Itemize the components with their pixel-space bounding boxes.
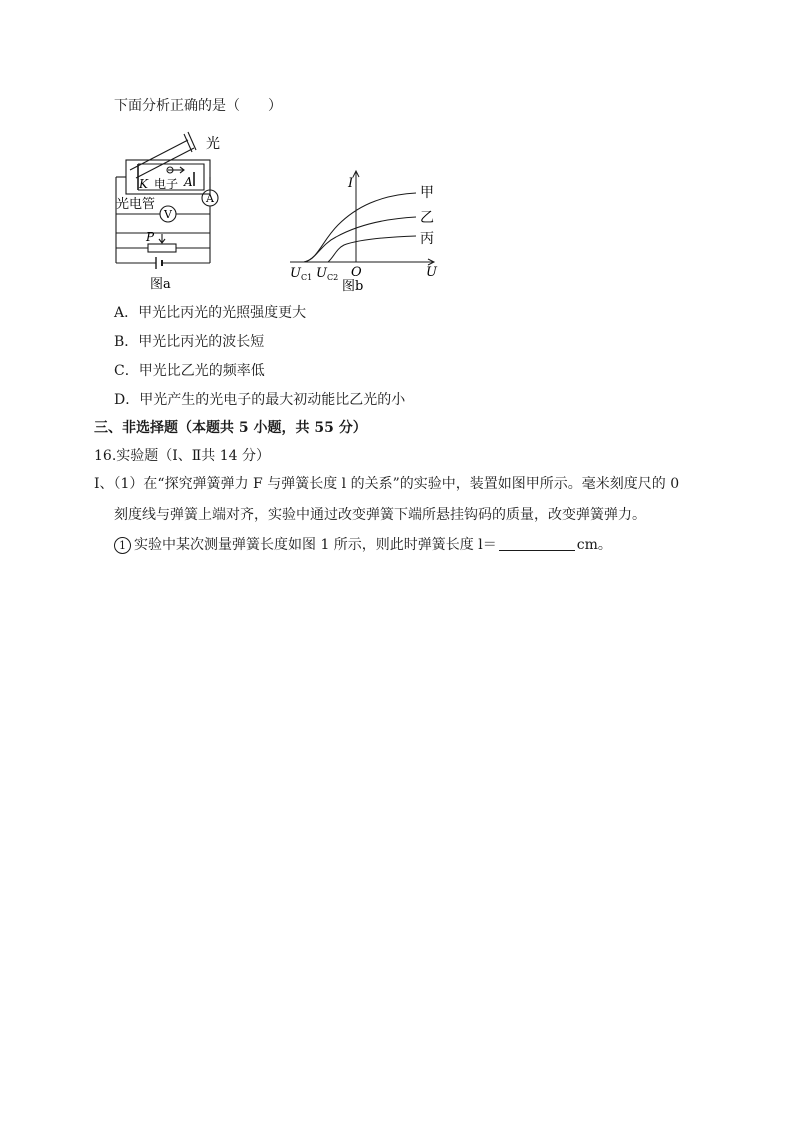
option-d-letter: D． (114, 392, 140, 408)
question-stem: 下面分析正确的是（ ） (114, 98, 282, 114)
option-c (114, 361, 265, 381)
figure-a-circuit (108, 128, 238, 293)
section-heading: 三、非选择题（本题共 5 小题，共 55 分） (94, 420, 367, 436)
curve-label-bing: 丙 (420, 231, 434, 247)
option-d-text: 甲光产生的光电子的最大初动能比乙光的小 (139, 392, 406, 408)
option-a (114, 303, 306, 323)
answer-blank[interactable] (499, 536, 575, 551)
curve-label-jia: 甲 (420, 185, 434, 201)
tube-label: 光电管 (116, 197, 156, 212)
option-a-text: 甲光比丙光的光照强度更大 (138, 305, 307, 321)
light-label: 光 (206, 136, 220, 152)
uc2-label: $U_{C2}$ (316, 266, 339, 282)
option-c-letter: C． (114, 363, 139, 379)
rheostat-label: P (146, 230, 155, 244)
q16-paragraph-line1: Ⅰ、（1）在“探究弹簧弹力 F 与弹簧长度 l 的关系”的实验中，装置如图甲所示。毫米刻度尺的 0 (94, 476, 680, 492)
anode-label: A (184, 175, 193, 189)
figure-b-caption: 图b (342, 279, 364, 294)
rheostat-resistor (148, 244, 176, 252)
option-d (114, 390, 405, 410)
q16-sub1-text: 实验中某次测量弹簧长度如图 1 所示，则此时弹簧长度 l＝ (134, 537, 497, 553)
cathode-label: K (139, 177, 148, 191)
circled-number-1: 1 (114, 537, 131, 554)
uc1-label: $U_{C1}$ (290, 266, 313, 282)
option-b-text: 甲光比丙光的波长短 (138, 334, 265, 350)
origin-label: O (351, 265, 362, 280)
curve-label-yi: 乙 (420, 210, 434, 226)
option-b-letter: B． (114, 334, 139, 350)
option-c-text: 甲光比乙光的频率低 (138, 363, 265, 379)
q16-paragraph-line2: 刻度线与弹簧上端对齐，实验中通过改变弹簧下端所悬挂钩码的质量，改变弹簧弹力。 (114, 507, 646, 523)
curve-jia (304, 193, 416, 262)
curve-bing (328, 236, 416, 262)
voltmeter-label: V (164, 208, 172, 221)
axis-y-label: I (348, 176, 354, 191)
curve-yi (304, 217, 416, 262)
q16-sub1-unit: cm。 (576, 537, 612, 553)
q16-subquestion-1 (114, 535, 612, 555)
axis-x-label: U (426, 265, 437, 280)
q16-title: 16.实验题（Ⅰ、Ⅱ共 14 分） (94, 448, 271, 464)
option-b (114, 332, 264, 352)
figure-b-graph (284, 165, 444, 295)
figure-a-caption: 图a (150, 277, 171, 292)
ammeter-label: A (206, 192, 214, 205)
electron-label: 电子 (154, 177, 179, 191)
option-a-letter: A． (114, 305, 139, 321)
